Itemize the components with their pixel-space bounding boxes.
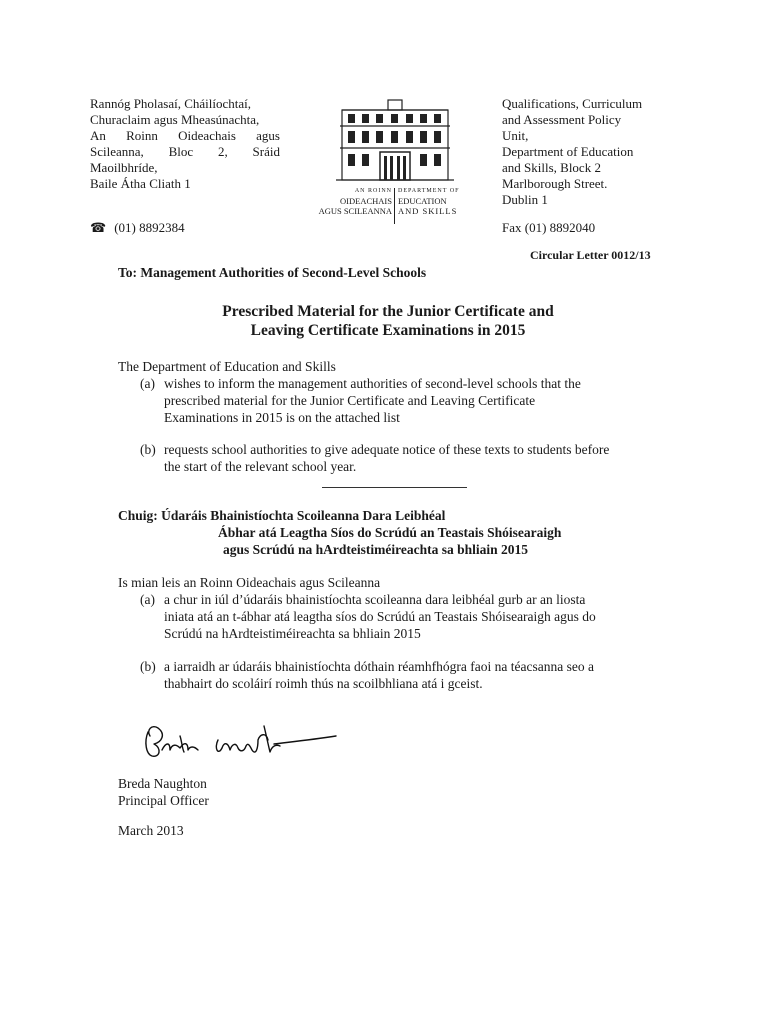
irish-intro: Is mian leis an Roinn Oideachais agus Scileanna	[118, 575, 381, 590]
signatory-block	[118, 775, 209, 809]
section-divider	[322, 487, 467, 488]
item-line: a chur in iúl d’údaráis bhainistíochta scoileanna dara leibhéal gurb ar an liosta	[164, 592, 586, 607]
signatory-role: Principal Officer	[118, 793, 209, 808]
irish-address-line: Baile Átha Cliath 1	[90, 176, 191, 191]
crest-irish-line1: OIDEACHAIS	[340, 196, 392, 206]
item-line: iniata atá an t-ábhar atá leagtha síos do Scrúdú an Teastais Shóisearaigh agus do	[164, 609, 596, 624]
building-logo-icon	[330, 96, 460, 184]
irish-heading-line-3: agus Scrúdú na hArdteistiméireachta sa bhliain 2015	[223, 542, 529, 557]
english-address-line: Marlborough Street.	[502, 176, 608, 191]
irish-heading-line-2: Ábhar atá Leagtha Síos do Scrúdú an Teastais Shóisearaigh	[218, 525, 562, 540]
crest-english-small: DEPARTMENT OF	[398, 188, 460, 194]
phone-line	[90, 220, 185, 236]
irish-address-line: An Roinn Oideachais agus	[90, 128, 280, 143]
item-line: a iarraidh ar údaráis bhainistíochta dóthain réamhfhógra faoi na téacsanna seo a	[164, 659, 594, 674]
item-line: the start of the relevant school year.	[164, 459, 357, 474]
crest-irish-small: AN ROINN	[354, 188, 392, 194]
title-line-1: Prescribed Material for the Junior Certificate and	[222, 303, 554, 320]
item-line: prescribed material for the Junior Certificate and Leaving Certificate	[164, 393, 536, 408]
item-marker: (a)	[140, 376, 155, 391]
signatory-name: Breda Naughton	[118, 776, 207, 791]
english-intro: The Department of Education and Skills	[118, 359, 336, 374]
english-address-block	[502, 96, 682, 208]
item-marker: (a)	[140, 592, 155, 607]
item-line: Scrúdú na hArdteistiméireachta sa bhliain 2015	[164, 626, 421, 641]
item-line: requests school authorities to give adequate notice of these texts to students before	[164, 442, 610, 457]
item-marker: (b)	[140, 659, 156, 674]
crest-english-line1: EDUCATION	[398, 196, 447, 206]
item-line: thabhairt do scoláirí roimh thús na scoilbhliana atá i gceist.	[164, 676, 483, 691]
circular-letter-number: Circular Letter 0012/13	[530, 248, 651, 262]
english-address-line: Dublin 1	[502, 192, 548, 207]
english-address-line: and Skills, Block 2	[502, 160, 601, 175]
irish-address-block	[90, 96, 280, 192]
title-line-2: Leaving Certificate Examinations in 2015	[250, 322, 526, 339]
fax-line: Fax (01) 8892040	[502, 220, 596, 235]
irish-address-line: Maoilbhríde,	[90, 160, 158, 175]
crest-divider	[394, 188, 395, 224]
irish-address-line: Churaclaim agus Mheasúnachta,	[90, 112, 260, 127]
english-address-line: Qualifications, Curriculum	[502, 96, 643, 111]
telephone-icon: ☎	[90, 220, 107, 235]
english-address-line: Unit,	[502, 128, 529, 143]
department-crest	[318, 96, 460, 226]
english-address-line: and Assessment Policy	[502, 112, 622, 127]
item-marker: (b)	[140, 442, 156, 457]
irish-heading-line-1: Chuig: Údaráis Bhainistíochta Scoileanna Dara Leibhéal	[118, 508, 446, 523]
addressee-line: To: Management Authorities of Second-Level Schools	[118, 265, 427, 280]
crest-irish-line2: AGUS SCILEANNA	[318, 206, 392, 216]
item-line: Examinations in 2015 is on the attached list	[164, 410, 400, 425]
irish-heading	[118, 507, 638, 558]
phone-number: (01) 8892384	[114, 220, 185, 235]
english-address-line: Department of Education	[502, 144, 634, 159]
document-title	[140, 302, 636, 340]
irish-address-line: Rannóg Pholasaí, Cháilíochtaí,	[90, 96, 252, 111]
letter-date: March 2013	[118, 823, 184, 838]
item-line: wishes to inform the management authorities of second-level schools that the	[164, 376, 581, 391]
handwritten-signature	[140, 712, 340, 764]
crest-english-line2: AND SKILLS	[398, 206, 458, 216]
irish-address-line: Scileanna, Bloc 2, Sráid	[90, 144, 280, 159]
